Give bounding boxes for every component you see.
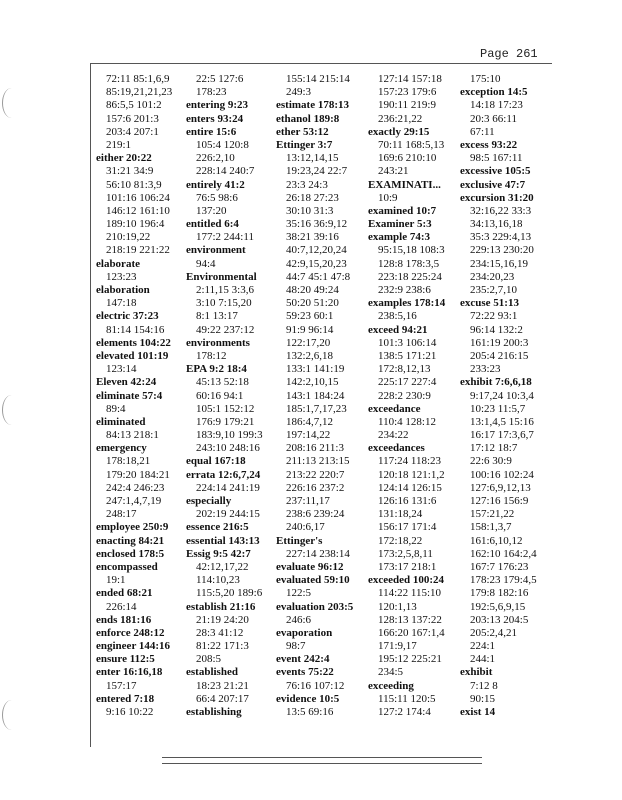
index-reference: 208:5 [196, 653, 222, 666]
index-reference: 128:8 178:3,5 [378, 257, 440, 270]
index-term: engineer 144:16 [96, 640, 171, 653]
index-reference: 123:23 [106, 270, 137, 283]
index-reference: 100:16 102:24 [470, 468, 534, 481]
index-term: enters 93:24 [186, 112, 244, 125]
index-term: evaluation 203:5 [276, 600, 354, 613]
index-term: excuse 51:13 [460, 297, 519, 310]
index-term: Environmental [186, 270, 257, 283]
column-divider [90, 63, 91, 747]
index-reference: 70:11 168:5,13 [378, 138, 445, 151]
index-reference: 17:12 18:7 [470, 442, 518, 455]
index-reference: 127:16 156:9 [470, 495, 529, 507]
index-reference: 101:16 106:24 [106, 191, 170, 204]
index-term: exception 14:5 [460, 86, 528, 99]
index-reference: 133:1 141:19 [286, 363, 345, 376]
index-reference: 226:2,10 [196, 152, 235, 165]
index-term: evaporation [276, 626, 333, 639]
index-term: elaboration [96, 284, 150, 296]
index-reference: 10:23 11:5,7 [470, 402, 526, 415]
index-reference: 38:21 39:16 [286, 231, 339, 244]
index-reference: 114:22 115:10 [378, 587, 442, 600]
index-reference: 122:17,20 [286, 336, 331, 349]
index-reference: 185:1,7,17,23 [286, 402, 347, 415]
index-term: Eleven 42:24 [96, 376, 157, 389]
index-reference: 34:13,16,18 [470, 218, 523, 231]
index-term: exceedance [368, 402, 421, 415]
index-reference: 42:9,15,20,23 [286, 257, 347, 270]
index-reference: 233:23 [470, 363, 501, 376]
index-reference: 94:4 [196, 257, 216, 270]
index-reference: 232:9 238:6 [378, 284, 431, 296]
index-reference: 157:6 201:3 [106, 112, 159, 125]
index-term: exhibit 7:6,6,18 [460, 376, 532, 389]
index-term: estimate 178:13 [276, 99, 350, 112]
index-reference: 172:8,12,13 [378, 363, 431, 376]
index-reference: 161:19 200:3 [470, 336, 529, 349]
index-term: elements 104:22 [96, 336, 171, 349]
index-reference: 9:16 10:22 [106, 706, 154, 718]
index-term: Examiner 5:3 [368, 218, 432, 231]
index-term: ethanol 189:8 [276, 112, 340, 125]
index-reference: 179:8 182:16 [470, 587, 529, 600]
index-term: exceeded 100:24 [368, 574, 445, 587]
index-term: entering 9:23 [186, 99, 249, 112]
index-reference: 81:22 171:3 [196, 640, 249, 653]
index-term: environment [186, 244, 246, 257]
index-reference: 208:16 211:3 [286, 442, 344, 455]
index-reference: 44:7 45:1 47:8 [286, 270, 351, 283]
index-column-3 [276, 73, 360, 719]
index-reference: 90:15 [470, 692, 496, 705]
index-reference: 13:1,4,5 15:16 [470, 415, 534, 428]
index-reference: 147:18 [106, 297, 137, 310]
index-reference: 30:10 31:3 [286, 204, 334, 217]
index-reference: 237:11,17 [286, 495, 330, 507]
index-reference: 105:4 120:8 [196, 138, 249, 151]
index-reference: 120:1,13 [378, 600, 417, 613]
index-reference: 50:20 51:20 [286, 297, 339, 310]
index-reference: 115:11 120:5 [378, 692, 436, 705]
index-reference: 228:14 240:7 [196, 165, 255, 178]
index-term: establishing [186, 706, 242, 718]
index-reference: 127:6,9,12,13 [470, 481, 531, 494]
index-reference: 176:9 179:21 [196, 415, 255, 428]
index-term: essential 143:13 [186, 534, 260, 547]
index-reference: 16:17 17:3,6,7 [470, 429, 534, 442]
index-reference: 138:5 171:21 [378, 349, 437, 362]
index-term: ensure 112:5 [96, 653, 155, 666]
index-reference: 85:19,21,21,23 [106, 86, 173, 99]
index-reference: 114:10,23 [196, 574, 240, 587]
index-term: encompassed [96, 560, 158, 573]
index-reference: 66:4 207:17 [196, 692, 249, 705]
index-reference: 72:22 93:1 [470, 310, 518, 323]
index-reference: 35:16 36:9,12 [286, 218, 348, 231]
index-reference: 179:20 184:21 [106, 468, 170, 481]
index-reference: 197:14,22 [286, 429, 331, 442]
index-term: equal 167:18 [186, 455, 246, 468]
index-reference: 49:22 237:12 [196, 323, 255, 336]
index-reference: 162:10 164:2,4 [470, 547, 537, 560]
index-reference: 227:14 238:14 [286, 547, 350, 560]
index-reference: 238:6 239:24 [286, 508, 345, 521]
index-reference: 81:14 154:16 [106, 323, 165, 336]
index-reference: 59:23 60:1 [286, 310, 334, 323]
index-reference: 76:16 107:12 [286, 679, 345, 692]
index-term: evidence 10:5 [276, 692, 340, 705]
index-reference: 167:7 176:23 [470, 560, 529, 573]
index-term: EPA 9:2 18:4 [186, 363, 247, 376]
index-reference: 115:5,20 189:6 [196, 587, 263, 600]
index-reference: 173:17 218:1 [378, 560, 437, 573]
index-reference: 7:12 8 [470, 679, 498, 692]
index-reference: 157:23 179:6 [378, 86, 437, 99]
index-reference: 110:4 128:12 [378, 415, 436, 428]
index-term: ended 68:21 [96, 587, 153, 600]
index-term: event 242:4 [276, 653, 330, 666]
index-reference: 18:23 21:21 [196, 679, 249, 692]
index-reference: 127:14 157:18 [378, 73, 442, 85]
index-reference: 210:19,22 [106, 231, 151, 244]
index-reference: 224:1 [470, 640, 496, 653]
index-column-1 [96, 73, 180, 719]
index-term: either 20:22 [96, 152, 152, 165]
bottom-rule [162, 763, 482, 764]
index-term: examples 178:14 [368, 297, 446, 310]
index-reference: 248:17 [106, 508, 137, 521]
index-term: entire 15:6 [186, 125, 237, 138]
index-reference: 14:18 17:23 [470, 99, 523, 112]
index-reference: 19:23,24 22:7 [286, 165, 348, 178]
index-reference: 101:3 106:14 [378, 336, 437, 349]
index-reference: 186:4,7,12 [286, 415, 334, 428]
index-reference: 21:19 24:20 [196, 613, 249, 626]
index-reference: 2:11,15 3:3,6 [196, 284, 254, 296]
index-term: essence 216:5 [186, 521, 249, 534]
index-reference: 169:6 210:10 [378, 152, 437, 165]
index-reference: 236:21,22 [378, 112, 423, 125]
index-reference: 124:14 126:15 [378, 481, 442, 494]
index-reference: 195:12 225:21 [378, 653, 442, 666]
index-reference: 95:15,18 108:3 [378, 244, 445, 257]
index-term: emergency [96, 442, 147, 455]
index-reference: 190:11 219:9 [378, 99, 436, 112]
index-term: exceedances [368, 442, 425, 455]
index-reference: 131:18,24 [378, 508, 423, 521]
punch-hole [2, 88, 21, 118]
index-reference: 143:1 184:24 [286, 389, 345, 402]
index-reference: 105:1 152:12 [196, 402, 255, 415]
index-reference: 9:17,24 10:3,4 [470, 389, 534, 402]
index-reference: 42:12,17,22 [196, 560, 249, 573]
index-reference: 173:2,5,8,11 [378, 547, 433, 560]
index-reference: 20:3 66:11 [470, 112, 517, 125]
index-reference: 178:23 [196, 86, 227, 99]
index-reference: 223:18 225:24 [378, 270, 442, 283]
index-term: ends 181:16 [96, 613, 152, 626]
index-term: electric 37:23 [96, 310, 159, 323]
index-reference: 229:13 230:20 [470, 244, 534, 257]
index-reference: 60:16 94:1 [196, 389, 244, 402]
index-term: elevated 101:19 [96, 349, 169, 362]
index-term: enacting 84:21 [96, 534, 165, 547]
index-reference: 246:6 [286, 613, 312, 626]
index-reference: 218:19 221:22 [106, 244, 170, 257]
index-reference: 178:23 179:4,5 [470, 574, 537, 587]
index-reference: 19:1 [106, 574, 126, 587]
index-reference: 203:4 207:1 [106, 125, 159, 138]
index-reference: 224:14 241:19 [196, 481, 260, 494]
index-term: Essig 9:5 42:7 [186, 547, 251, 560]
index-reference: 243:10 248:16 [196, 442, 260, 455]
index-reference: 72:11 85:1,6,9 [106, 73, 170, 85]
punch-hole [2, 395, 21, 425]
index-reference: 56:10 81:3,9 [106, 178, 162, 191]
index-reference: 156:17 171:4 [378, 521, 437, 534]
bottom-rule [162, 757, 482, 758]
punch-hole [2, 700, 21, 730]
scan-mask [546, 653, 622, 753]
index-reference: 31:21 34:9 [106, 165, 154, 178]
index-term: eliminate 57:4 [96, 389, 163, 402]
index-term: exceed 94:21 [368, 323, 428, 336]
index-term: enclosed 178:5 [96, 547, 165, 560]
index-reference: 40:7,12,20,24 [286, 244, 347, 257]
index-reference: 211:13 213:15 [286, 455, 350, 468]
index-reference: 3:10 7:15,20 [196, 297, 252, 310]
index-term: excessive 105:5 [460, 165, 531, 178]
index-term: evaluate 96:12 [276, 560, 344, 573]
index-reference: 84:13 218:1 [106, 429, 159, 442]
index-reference: 155:14 215:14 [286, 73, 350, 85]
index-reference: 98:7 [286, 640, 306, 653]
index-reference: 213:22 220:7 [286, 468, 345, 481]
index-reference: 166:20 167:1,4 [378, 626, 445, 639]
index-reference: 205:2,4,21 [470, 626, 518, 639]
index-reference: 157:17 [106, 679, 137, 692]
index-reference: 91:9 96:14 [286, 323, 334, 336]
index-reference: 89:4 [106, 402, 126, 415]
top-rule [90, 63, 552, 64]
index-reference: 26:18 27:23 [286, 191, 339, 204]
index-reference: 249:3 [286, 86, 312, 99]
index-term: enforce 248:12 [96, 626, 165, 639]
index-reference: 67:11 [470, 125, 495, 138]
index-reference: 171:9,17 [378, 640, 417, 653]
index-reference: 48:20 49:24 [286, 284, 339, 296]
index-reference: 226:16 237:2 [286, 481, 345, 494]
index-reference: 177:2 244:11 [196, 231, 254, 244]
index-reference: 22:6 30:9 [470, 455, 512, 468]
index-reference: 120:18 121:1,2 [378, 468, 445, 481]
index-term: examined 10:7 [368, 204, 437, 217]
index-reference: 132:2,6,18 [286, 349, 334, 362]
index-reference: 178:18,21 [106, 455, 151, 468]
index-column-4 [368, 73, 452, 719]
index-term: employee 250:9 [96, 521, 169, 534]
index-reference: 22:5 127:6 [196, 73, 244, 85]
index-reference: 35:3 229:4,13 [470, 231, 532, 244]
index-reference: 226:14 [106, 600, 137, 613]
index-term: entitled 6:4 [186, 218, 239, 231]
index-reference: 225:17 227:4 [378, 376, 437, 389]
index-reference: 242:4 246:23 [106, 481, 165, 494]
index-term: Ettinger's [276, 534, 323, 547]
index-term: example 74:3 [368, 231, 431, 244]
index-reference: 205:4 216:15 [470, 349, 529, 362]
index-column-2 [186, 73, 270, 719]
index-reference: 122:5 [286, 587, 312, 600]
index-reference: 128:13 137:22 [378, 613, 442, 626]
index-reference: 235:2,7,10 [470, 284, 518, 296]
index-term: entered 7:18 [96, 692, 155, 705]
index-reference: 28:3 41:12 [196, 626, 244, 639]
index-column-5 [460, 73, 544, 719]
index-term: exist 14 [460, 706, 496, 718]
index-term: environments [186, 336, 250, 349]
index-reference: 240:6,17 [286, 521, 325, 534]
index-term: exactly 29:15 [368, 125, 430, 138]
index-reference: 234:15,16,19 [470, 257, 529, 270]
index-term: excursion 31:20 [460, 191, 534, 204]
index-reference: 13:5 69:16 [286, 706, 334, 718]
index-reference: 13:12,14,15 [286, 152, 339, 165]
index-reference: 178:12 [196, 349, 227, 362]
index-term: eliminated [96, 415, 146, 428]
index-reference: 234:5 [378, 666, 404, 679]
index-term: especially [186, 495, 232, 507]
index-term: elaborate [96, 257, 140, 270]
index-term: exceeding [368, 679, 414, 692]
index-reference: 172:18,22 [378, 534, 423, 547]
index-reference: 192:5,6,9,15 [470, 600, 526, 613]
index-reference: 219:1 [106, 138, 132, 151]
index-reference: 234:20,23 [470, 270, 515, 283]
index-reference: 146:12 161:10 [106, 204, 170, 217]
index-term: EXAMINATI... [368, 178, 441, 191]
index-reference: 189:10 196:4 [106, 218, 165, 231]
index-reference: 8:1 13:17 [196, 310, 238, 323]
index-reference: 203:13 204:5 [470, 613, 529, 626]
index-reference: 158:1,3,7 [470, 521, 512, 534]
page-number: Page 261 [480, 47, 538, 61]
index-term: enter 16:16,18 [96, 666, 163, 679]
index-reference: 202:19 244:15 [196, 508, 260, 521]
index-term: establish 21:16 [186, 600, 256, 613]
index-reference: 98:5 167:11 [470, 152, 523, 165]
index-term: established [186, 666, 238, 679]
index-reference: 228:2 230:9 [378, 389, 431, 402]
index-reference: 142:2,10,15 [286, 376, 339, 389]
index-term: exhibit [460, 666, 493, 679]
index-reference: 45:13 52:18 [196, 376, 249, 389]
index-reference: 243:21 [378, 165, 409, 178]
index-reference: 161:6,10,12 [470, 534, 523, 547]
index-term: evaluated 59:10 [276, 574, 350, 587]
index-term: errata 12:6,7,24 [186, 468, 261, 481]
index-reference: 96:14 132:2 [470, 323, 523, 336]
index-reference: 244:1 [470, 653, 496, 666]
index-reference: 127:2 174:4 [378, 706, 431, 718]
index-reference: 23:3 24:3 [286, 178, 328, 191]
index-reference: 183:9,10 199:3 [196, 429, 263, 442]
index-term: events 75:22 [276, 666, 334, 679]
index-term: exclusive 47:7 [460, 178, 526, 191]
index-reference: 247:1,4,7,19 [106, 495, 162, 507]
index-reference: 32:16,22 33:3 [470, 204, 532, 217]
index-reference: 157:21,22 [470, 508, 515, 521]
index-term: ether 53:12 [276, 125, 329, 138]
index-reference: 10:9 [378, 191, 398, 204]
index-term: Ettinger 3:7 [276, 138, 333, 151]
index-reference: 123:14 [106, 363, 137, 376]
index-reference: 137:20 [196, 204, 227, 217]
index-reference: 234:22 [378, 429, 409, 442]
index-term: entirely 41:2 [186, 178, 245, 191]
index-term: excess 93:22 [460, 138, 518, 151]
index-reference: 126:16 131:6 [378, 495, 437, 507]
index-reference: 175:10 [470, 73, 501, 85]
index-reference: 76:5 98:6 [196, 191, 238, 204]
index-reference: 117:24 118:23 [378, 455, 442, 468]
index-reference: 238:5,16 [378, 310, 417, 323]
index-reference: 86:5,5 101:2 [106, 99, 162, 112]
